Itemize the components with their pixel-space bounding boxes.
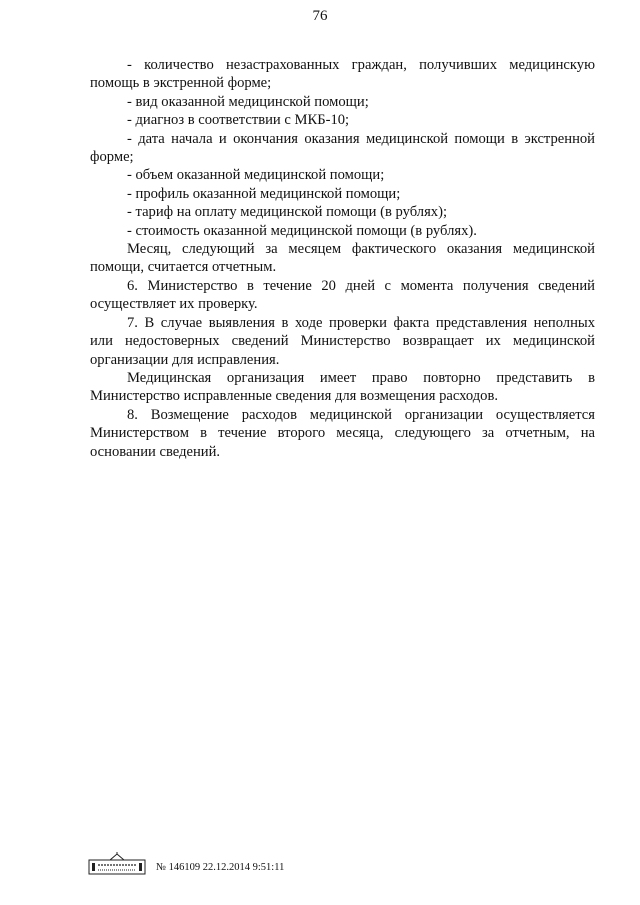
page-number: 76: [312, 8, 328, 24]
registration-stamp: № 146109 22.12.2014 9:51:11: [156, 862, 285, 873]
document-body: [90, 56, 595, 461]
paragraph: 6. Министерство в течение 20 дней с момента получения сведений осуществляет их проверку.: [90, 277, 595, 313]
paragraph: 7. В случае выявления в ходе проверки факта представления неполных или недостоверных сведений Министерство возвращает их медицинской организации для исправления.: [90, 314, 595, 368]
list-item: - диагноз в соответствии с МКБ-10;: [127, 112, 350, 129]
government-logo-icon: [88, 852, 146, 876]
footer-stamp: [88, 852, 284, 876]
paragraph: Медицинская организация имеет право повторно представить в Министерство исправленные сведения для возмещения расходов.: [90, 369, 595, 405]
list-item: - тариф на оплату медицинской помощи (в рублях);: [127, 204, 448, 221]
list-item: - количество незастрахованных граждан, получивших медицинскую помощь в экстренной форме;: [90, 57, 595, 92]
list-item: - вид оказанной медицинской помощи;: [127, 93, 369, 110]
list-item: - дата начала и окончания оказания медицинской помощи в экстренной форме;: [90, 130, 595, 166]
paragraph: 8. Возмещение расходов медицинской организации осуществляется Министерством в течение второго месяца, следующего за отчетным, на основании сведений.: [90, 406, 595, 460]
paragraph: Месяц, следующий за месяцем фактического оказания медицинской помощи, считается отчетным.: [90, 241, 595, 276]
list-item: - профиль оказанной медицинской помощи;: [127, 185, 401, 202]
list-item: - объем оказанной медицинской помощи;: [127, 167, 385, 184]
list-item: - стоимость оказанной медицинской помощи (в рублях).: [127, 222, 477, 239]
